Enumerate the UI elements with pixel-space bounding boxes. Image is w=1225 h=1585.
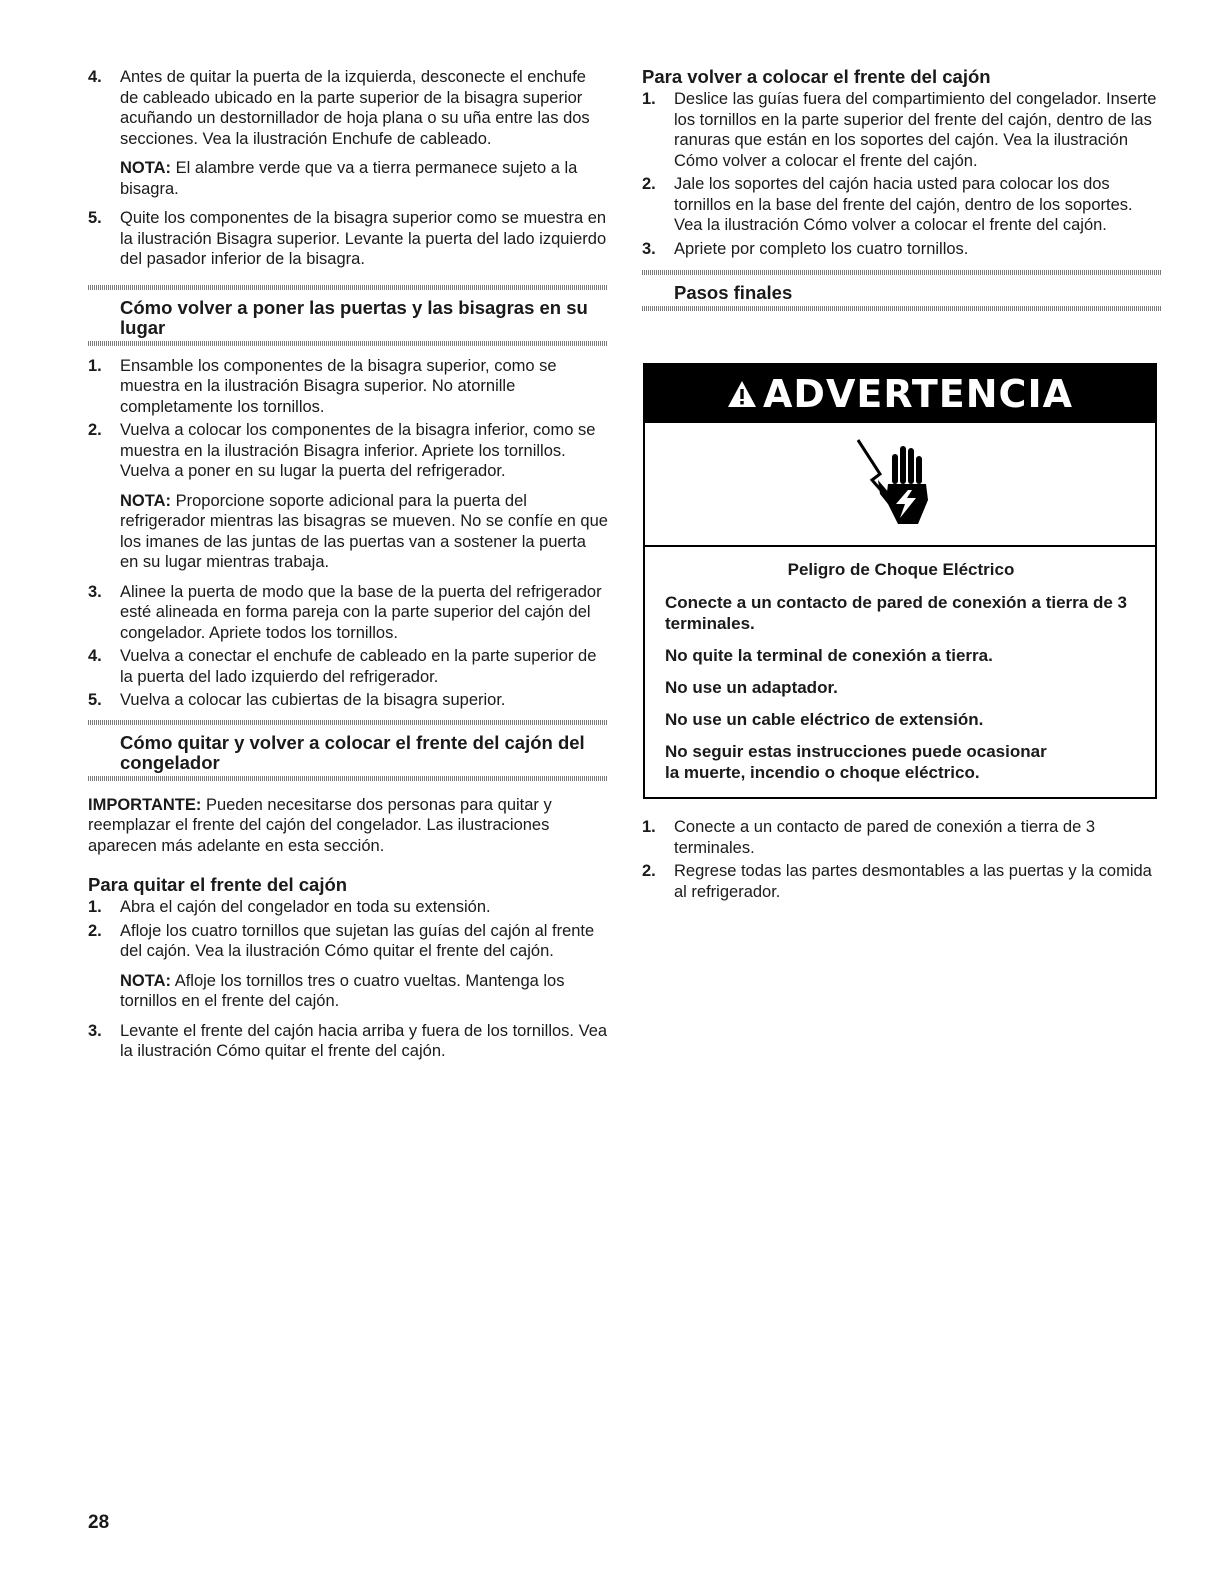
- right-column: [642, 0, 1162, 311]
- warning-title: Peligro de Choque Eléctrico: [787, 560, 1015, 579]
- section-heading: Cómo volver a poner las puertas y las bisagras en su lugar: [120, 296, 588, 338]
- note-text: Afloje los tornillos tres o cuatro vueltas. Mantenga los tornillos en el frente del cajón.: [120, 971, 565, 1010]
- warning-line: No use un adaptador.: [665, 678, 838, 697]
- step-text: Apriete por completo los cuatro tornillos.: [674, 239, 969, 258]
- divider: [88, 776, 608, 781]
- note: [88, 971, 608, 1012]
- note-text: Proporcione soporte adicional para la puerta del refrigerador mientras las bisagras se mueven. No se confíe en que los imanes de las juntas de las puertas van a sostener la puerta en su lugar mientras trabaja.: [120, 491, 608, 571]
- step-text: Vuelva a conectar el enchufe de cableado en la parte superior de la puerta del lado izquierdo del refrigerador.: [120, 647, 597, 686]
- warning-box: [643, 363, 1157, 799]
- list-item: 2. Afloje los cuatro tornillos que sujetan las guías del cajón al frente del cajón. Vea la ilustración Cómo quitar el frente del cajón.: [88, 921, 608, 962]
- step-text: Antes de quitar la puerta de la izquierda, desconecte el enchufe de cableado ubicado en la parte superior de la bisagra superior acuñando un destornillador de hoja plana o su uña entre las dos secciones. Vea la ilustración Enchufe de cableado.: [120, 68, 590, 148]
- list-item: 1. Ensamble los componentes de la bisagra superior, como se muestra en la ilustración Bisagra superior. No atornille completamente los tornillos.: [88, 356, 608, 418]
- warning-content: [645, 547, 1155, 783]
- important-label: IMPORTANTE:: [88, 795, 202, 814]
- step-text: Jale los soportes del cajón hacia usted para colocar los dos tornillos en la base del frente del cajón, dentro de los soportes. Vea la ilustración Cómo volver a colocar el frente del cajón.: [674, 175, 1133, 234]
- step-text: Alinee la puerta de modo que la base de la puerta del refrigerador esté alineada en forma pareja con la parte superior del cajón del congelador. Apriete todos los tornillos.: [120, 582, 602, 642]
- step-text: Abra el cajón del congelador en toda su extensión.: [120, 898, 491, 916]
- important-paragraph: [88, 795, 608, 857]
- note: [88, 491, 608, 573]
- list-item: 2. Vuelva a colocar los componentes de la bisagra inferior, como se muestra en la ilustración Bisagra inferior. Apriete los tornillos. Vuelva a poner en su lugar la puerta del refrigerador.: [88, 420, 608, 482]
- list-item: 1. Deslice las guías fuera del compartimiento del congelador. Inserte los tornillos en la parte superior del frente del cajón, dentro de las ranuras que están en los soportes del cajón. Vea la ilustración Cómo volver a colocar el frente del cajón.: [642, 89, 1162, 171]
- list-item: 5. Quite los componentes de la bisagra superior como se muestra en la ilustración Bisagra superior. Levante la puerta del lado izquierdo del pasador inferior de la bisagra.: [88, 209, 607, 268]
- list-item: 1. Abra el cajón del congelador en toda su extensión.: [88, 897, 608, 918]
- section-heading: Cómo quitar y volver a colocar el frente del cajón del congelador: [120, 731, 585, 773]
- page-number: 28: [88, 1512, 110, 1533]
- warning-consequence-line-1: No seguir estas instrucciones puede ocasionar: [665, 742, 1047, 761]
- note-label: NOTA:: [120, 159, 172, 177]
- warning-line: No quite la terminal de conexión a tierra.: [665, 646, 993, 665]
- divider: [642, 270, 1162, 275]
- list-item: 2. Regrese todas las partes desmontables a las puertas y la comida al refrigerador.: [642, 861, 1162, 902]
- subsection-heading: Para volver a colocar el frente del cajón: [642, 66, 991, 87]
- note-label: NOTA:: [120, 971, 172, 990]
- list-item: 3. Levante el frente del cajón hacia arriba y fuera de los tornillos. Vea la ilustración Cómo quitar el frente del cajón.: [88, 1021, 608, 1060]
- step-text: Regrese todas las partes desmontables a las puertas y la comida al refrigerador.: [674, 862, 1152, 901]
- list-item: 4. Antes de quitar la puerta de la izquierda, desconecte el enchufe de cableado ubicado en la parte superior de la bisagra superior acuñando un destornillador de hoja plana o su uña entre las dos secciones. Vea la ilustración Enchufe de cableado.: [88, 67, 608, 149]
- divider: [88, 720, 608, 725]
- step-text: Deslice las guías fuera del compartimiento del congelador. Inserte los tornillos en la parte superior del frente del cajón, dentro de las ranuras que están en los soportes del cajón. Vea la ilustración Cómo volver a colocar el frente del cajón.: [674, 90, 1157, 170]
- list-item: 1. Conecte a un contacto de pared de conexión a tierra de 3 terminales.: [642, 817, 1162, 858]
- note: [88, 158, 608, 199]
- list-item: 3. Apriete por completo los cuatro tornillos.: [642, 239, 1162, 260]
- warning-header-text: ADVERTENCIA: [763, 372, 1073, 416]
- electric-shock-hand-icon: [850, 434, 950, 534]
- warning-header: [645, 365, 1155, 423]
- final-steps: [642, 817, 1162, 902]
- list-item: 5. Vuelva a colocar las cubiertas de la bisagra superior.: [88, 690, 608, 711]
- step-text: Afloje los cuatro tornillos que sujetan las guías del cajón al frente del cajón. Vea la ilustración Cómo quitar el frente del cajón.: [120, 921, 595, 960]
- step-text: Conecte a un contacto de pared de conexión a tierra de 3 terminales.: [674, 818, 1096, 857]
- warning-consequence: [665, 741, 1137, 783]
- divider: [642, 306, 1162, 311]
- section-heading: Pasos finales: [674, 282, 793, 303]
- list-item: 3. Alinee la puerta de modo que la base de la puerta del refrigerador esté alineada en forma pareja con la parte superior del cajón del congelador. Apriete todos los tornillos.: [88, 582, 608, 644]
- step-text: Levante el frente del cajón hacia arriba y fuera de los tornillos. Vea la ilustración Cómo quitar el frente del cajón.: [120, 1021, 608, 1060]
- warning-consequence-line-2: la muerte, incendio o choque eléctrico.: [665, 763, 980, 782]
- step-text: Quite los componentes de la bisagra superior como se muestra en la ilustración Bisagra superior. Levante la puerta del lado izquierdo del pasador inferior de la bisagra.: [120, 209, 607, 268]
- divider: [88, 341, 608, 346]
- warning-triangle-icon: [727, 379, 757, 409]
- step-text: Vuelva a colocar los componentes de la bisagra inferior, como se muestra en la ilustración Bisagra inferior. Apriete los tornillos. Vuelva a poner en su lugar la puerta del refrigerador.: [120, 421, 596, 480]
- warning-line: Conecte a un contacto de pared de conexión a tierra de 3 terminales.: [665, 593, 1127, 633]
- left-column: [88, 0, 608, 1062]
- important-text: Pueden necesitarse dos personas para quitar y reemplazar el frente del cajón del congelador. Las ilustraciones aparecen más adelante en esta sección.: [88, 795, 552, 855]
- note-text: El alambre verde que va a tierra permanece sujeto a la bisagra.: [120, 159, 578, 198]
- subsection-heading: Para quitar el frente del cajón: [88, 874, 348, 895]
- step-text: Vuelva a colocar las cubiertas de la bisagra superior.: [120, 691, 506, 709]
- step-text: Ensamble los componentes de la bisagra superior, como se muestra en la ilustración Bisagra superior. No atornille completamente los tornillos.: [120, 356, 557, 416]
- list-item: 4. Vuelva a conectar el enchufe de cableado en la parte superior de la puerta del lado izquierdo del refrigerador.: [88, 646, 608, 687]
- divider: [88, 285, 608, 290]
- warning-icon-panel: [645, 423, 1155, 547]
- note-label: NOTA:: [120, 491, 172, 510]
- list-item: 2. Jale los soportes del cajón hacia usted para colocar los dos tornillos en la base del frente del cajón, dentro de los soportes. Vea la ilustración Cómo volver a colocar el frente del cajón.: [642, 174, 1162, 236]
- warning-line: No use un cable eléctrico de extensión.: [665, 710, 984, 729]
